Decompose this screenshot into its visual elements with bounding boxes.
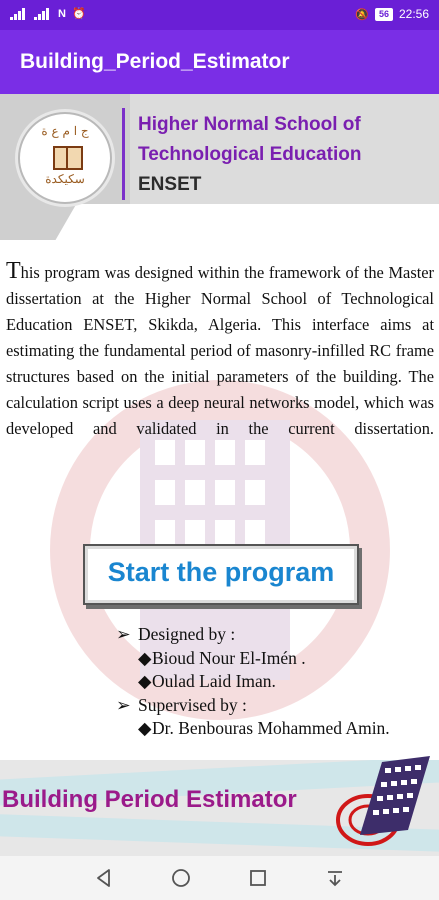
supervised-by-heading: Supervised by :	[138, 694, 247, 715]
recents-icon[interactable]	[246, 866, 270, 890]
school-name: Higher Normal School of Technological Education ENSET	[138, 114, 362, 195]
nfc-icon: N	[58, 7, 66, 20]
clock: 22:56	[398, 7, 429, 21]
back-icon[interactable]	[92, 866, 116, 890]
header-divider	[122, 108, 125, 200]
notification-pull-icon[interactable]	[323, 866, 347, 890]
start-program-label: Start the program	[107, 557, 335, 587]
program-description	[6, 258, 434, 442]
designer-name: Bioud Nour El-Imén .	[152, 647, 306, 668]
diamond-bullet-icon: ◆	[138, 647, 152, 668]
battery-icon: 56	[375, 8, 393, 21]
arrow-bullet-icon: ➢	[116, 624, 131, 644]
signal-icon	[10, 8, 28, 20]
alarm-icon: ⏰	[71, 8, 86, 20]
school-logo: ج ا م ع ة سكيكدة	[18, 112, 112, 204]
mute-icon: 🔕	[355, 8, 369, 21]
building-logo-icon	[330, 750, 438, 848]
book-icon	[53, 146, 83, 170]
drop-cap: T	[6, 258, 21, 284]
system-nav-bar	[0, 856, 439, 900]
description-text: his program was designed within the framework of the Master dissertation at the Higher Normal School of Technological Education ENSET, Skikda, Algeria. This interface aims at estimating the fundamental period of masonry-infilled RC frame structures based on the initial parameters of the building. The calculation script uses a deep neural networks model, which was developed and validated in the current dissertation.	[6, 263, 434, 438]
designer-name: Oulad Laid Iman.	[152, 671, 276, 691]
start-program-button[interactable]	[83, 544, 359, 605]
arrow-bullet-icon: ➢	[116, 694, 131, 715]
home-icon[interactable]	[169, 866, 193, 890]
designed-by-heading: Designed by :	[138, 624, 236, 644]
diamond-bullet-icon: ◆	[138, 718, 152, 738]
footer-title: Building Period Estimator	[2, 786, 297, 813]
diamond-bullet-icon: ◆	[138, 671, 152, 691]
status-bar	[0, 0, 439, 30]
app-title: Building_Period_Estimator	[20, 50, 290, 73]
signal-icon	[34, 8, 52, 20]
credits	[116, 623, 390, 741]
supervisor-name: Dr. Benbouras Mohammed Amin.	[152, 718, 390, 738]
